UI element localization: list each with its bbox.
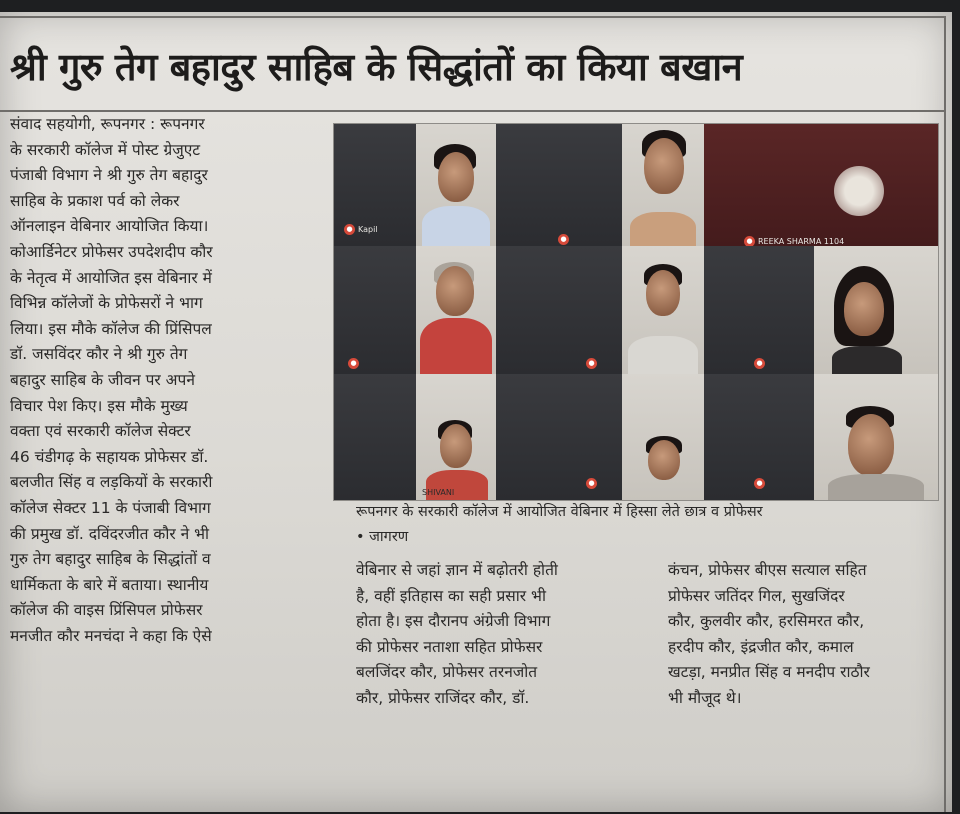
text-line: कोआर्डिनेटर प्रोफेसर उपदेशदीप कौर [10, 242, 213, 261]
text-line: विभिन्न कॉलेजों के प्रोफेसरों ने भाग [10, 294, 203, 313]
webinar-photo [334, 124, 938, 500]
mic-icon: ● [586, 478, 597, 489]
text-line: बहादुर साहिब के जीवन पर अपने [10, 370, 195, 389]
text-line: डॉ. जसविंदर कौर ने श्री गुरु तेग [10, 345, 188, 364]
text-line: कंचन, प्रोफेसर बीएस सत्याल सहित [668, 561, 867, 579]
video-tile [334, 246, 416, 374]
text-line: कौर, कुलवीर कौर, हरसिमरत कौर, [668, 612, 865, 631]
text-line: 46 चंडीगढ़ के सहायक प्रोफेसर डॉ. [10, 447, 209, 466]
text-line: खटड़ा, मनप्रीत सिंह व मनदीप राठौर [668, 663, 870, 682]
text-line: होता है। इस दौरानप अंग्रेजी विभाग [356, 612, 551, 631]
video-tile [622, 246, 704, 374]
participant-name: SHIVANI [422, 488, 455, 497]
text-line: के नेतृत्व में आयोजित इस वेबिनार में [10, 268, 212, 287]
text-line: साहिब के प्रकाश पर्व को लेकर [10, 191, 180, 210]
video-tile [496, 246, 622, 374]
text-line: बलजिंदर कौर, प्रोफेसर तरनजोत [356, 663, 538, 682]
video-tile [814, 246, 938, 374]
video-tile [704, 246, 814, 374]
participant-name: Kapil [358, 225, 378, 234]
video-tile [496, 374, 622, 500]
headline: श्री गुरु तेग बहादुर साहिब के सिद्धांतों का किया बखान [10, 45, 743, 89]
video-tile [814, 374, 938, 500]
mic-icon: ● [344, 224, 355, 235]
text-line: कॉलेज सेक्टर 11 के पंजाबी विभाग [10, 498, 211, 517]
profile-badge-icon [834, 166, 884, 216]
text-line: वेबिनार से जहां ज्ञान में बढ़ोतरी होती [356, 561, 558, 579]
text-line: की प्रोफेसर नताशा सहित प्रोफेसर [356, 637, 543, 656]
text-line: धार्मिकता के बारे में बताया। स्थानीय [10, 575, 209, 594]
article-column-2 [356, 558, 636, 712]
top-border-line [0, 16, 946, 18]
video-tile [416, 124, 496, 246]
video-tile [334, 124, 416, 246]
text-line: भी मौजूद थे। [668, 688, 742, 707]
video-tile [704, 124, 938, 246]
mic-icon: ● [754, 358, 765, 369]
text-line: बलजीत सिंह व लड़कियों के सरकारी [10, 473, 213, 492]
text-line: कौर, प्रोफेसर राजिंदर कौर, डॉ. [356, 688, 530, 707]
video-tile [416, 374, 496, 500]
text-line: हरदीप कौर, इंद्रजीत कौर, कमाल [668, 637, 854, 656]
text-line: विचार पेश किए। इस मौके मुख्य [10, 396, 188, 415]
text-line: पंजाबी विभाग ने श्री गुरु तेग बहादुर [10, 166, 208, 185]
text-line: गुरु तेग बहादुर साहिब के सिद्धांतों व [10, 550, 211, 569]
text-line: कॉलेज की वाइस प्रिंसिपल प्रोफेसर [10, 601, 203, 620]
article-column-1 [10, 112, 340, 649]
text-line: वक्ता एवं सरकारी कॉलेज सेक्टर [10, 422, 191, 441]
mic-icon: ● [558, 234, 569, 245]
mic-icon: ● [586, 358, 597, 369]
video-tile [622, 374, 704, 500]
text-line: की प्रमुख डॉ. दविंदरजीत कौर ने भी [10, 524, 210, 543]
article-column-3 [668, 558, 948, 712]
video-tile [334, 374, 416, 500]
text-line: है, वहीं इतिहास का सही प्रसार भी [356, 586, 546, 605]
mic-icon: ● [348, 358, 359, 369]
text-line: संवाद सहयोगी, रूपनगर : रूपनगर [10, 115, 205, 133]
photo-credit: • जागरण [356, 529, 409, 545]
text-line: लिया। इस मौके कॉलेज की प्रिंसिपल [10, 319, 212, 338]
mic-icon: ● [754, 478, 765, 489]
video-tile [496, 124, 622, 246]
text-line: के सरकारी कॉलेज में पोस्ट ग्रेजुएट [10, 140, 201, 159]
text-line: ऑनलाइन वेबिनार आयोजित किया। [10, 217, 209, 236]
text-line: प्रोफेसर जतिंदर गिल, सुखजिंदर [668, 586, 845, 605]
video-tile [622, 124, 704, 246]
participant-name: REEKA SHARMA 1104 [758, 237, 845, 246]
photo-caption: रूपनगर के सरकारी कॉलेज में आयोजित वेबिनार में हिस्सा लेते छात्र व प्रोफेसर [356, 504, 763, 520]
video-tile [704, 374, 814, 500]
video-tile [416, 246, 496, 374]
text-line: मनजीत कौर मनचंदा ने कहा कि ऐसे [10, 626, 212, 645]
mic-icon: ● [744, 236, 755, 246]
